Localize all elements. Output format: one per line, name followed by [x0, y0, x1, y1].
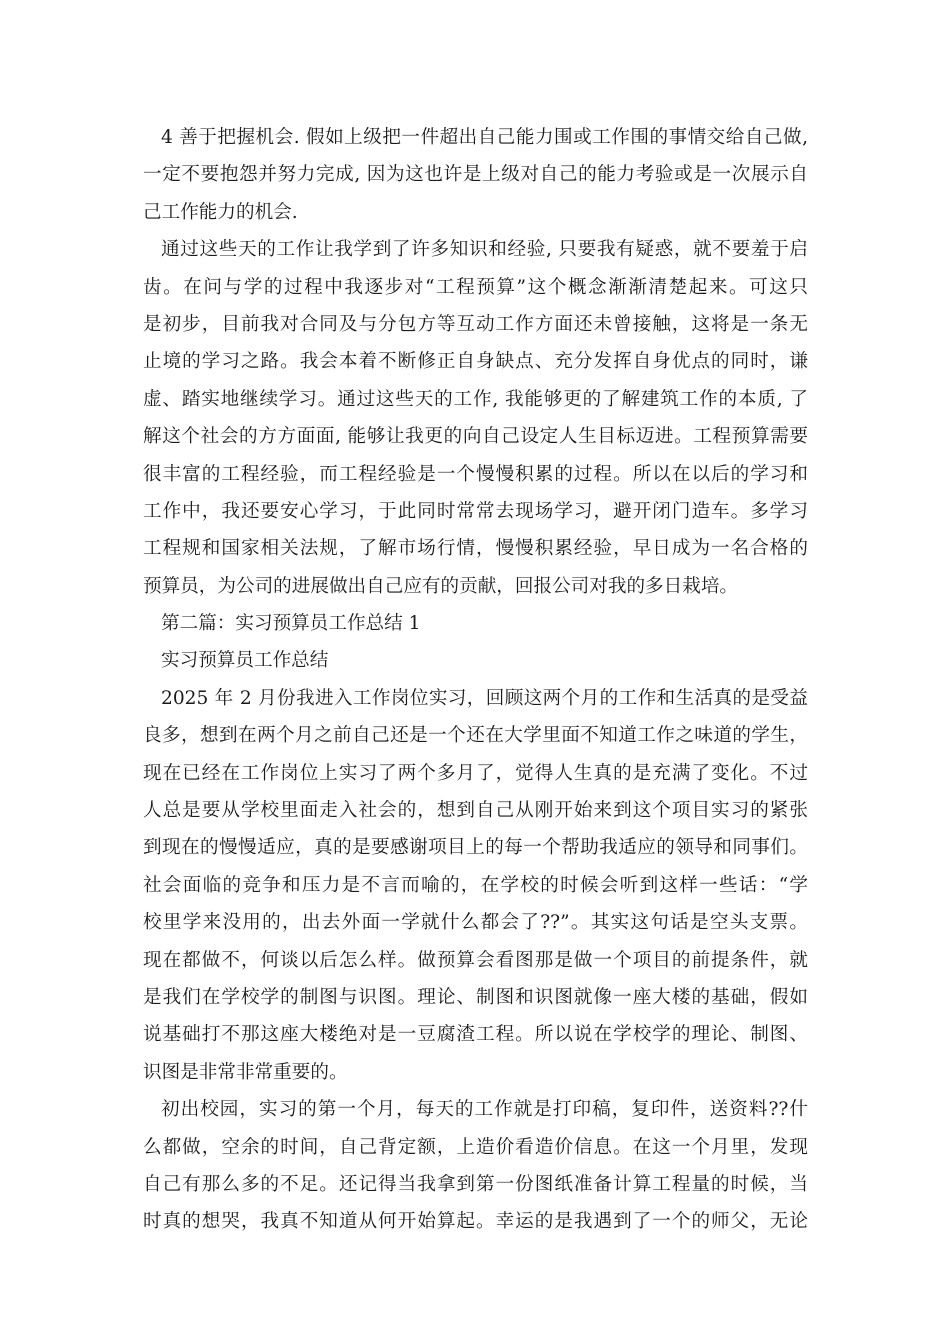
text-line: 第二篇：实习预算员工作总结 1	[161, 613, 421, 635]
paragraph	[143, 680, 808, 1091]
text-line: 时真的想哭，我真不知道从何开始算起。幸运的是我遇到了一个的师父，无论	[143, 1211, 808, 1233]
text-line: 止境的学习之路。我会本着不断修正自身缺点、充分发挥自身优点的同时，谦	[143, 351, 808, 373]
text-line: 现在已经在工作岗位上实习了两个多月了，觉得人生真的是充满了变化。不过	[143, 762, 808, 784]
text-line: 预算员，为公司的进展做出自己应有的贡献，回报公司对我的多日栽培。	[143, 575, 739, 597]
text-line: 通过这些天的工作让我学到了许多知识和经验, 只要我有疑惑，就不要羞于启	[161, 239, 808, 261]
text-line: 现在都做不，何谈以后怎么样。做预算会看图那是做一个项目的前提条件，就	[143, 949, 808, 971]
text-line: 实习预算员工作总结	[161, 650, 329, 672]
paragraph	[143, 119, 808, 231]
paragraph	[143, 231, 808, 605]
text-line: 校里学来没用的，出去外面一学就什么都会了??”。其实这句话是空头支票。	[143, 912, 808, 934]
section-subtitle	[143, 642, 808, 679]
text-line: 是我们在学校学的制图与识图。理论、制图和识图就像一座大楼的基础，假如	[143, 986, 808, 1008]
text-line: 己工作能力的机会.	[143, 201, 298, 223]
text-line: 工程规和国家相关法规，了解市场行情，慢慢积累经验，早日成为一名合格的	[143, 538, 808, 560]
text-line: 很丰富的工程经验，而工程经验是一个慢慢积累的过程。所以在以后的学习和	[143, 463, 808, 485]
text-line: 是初步，目前我对合同及与分包方等互动工作方面还未曾接触，这将是一条无	[143, 313, 808, 335]
text-line: 人总是要从学校里面走入社会的，想到自己从刚开始来到这个项目实习的紧张	[143, 800, 808, 822]
section-heading	[143, 605, 808, 642]
text-line: 良多，想到在两个月之前自己还是一个还在大学里面不知道工作之味道的学生，	[143, 725, 808, 747]
document-body	[143, 119, 808, 1241]
paragraph	[143, 1091, 808, 1241]
text-line: 自己有那么多的不足。还记得当我拿到第一份图纸准备计算工程量的时候，当	[143, 1173, 808, 1195]
text-line: 4 善于把握机会. 假如上级把一件超出自己能力围或工作围的事情交给自己做,	[161, 127, 808, 148]
text-line: 一定不要抱怨并努力完成, 因为这也许是上级对自己的能力考验或是一次展示自	[143, 164, 808, 186]
text-line: 识图是非常非常重要的。	[143, 1061, 348, 1083]
text-line: 解这个社会的方方面面, 能够让我更的向自己设定人生目标迈进。工程预算需要	[143, 426, 808, 448]
text-line: 工作中，我还要安心学习，于此同时常常去现场学习，避开闭门造车。多学习	[143, 500, 808, 522]
text-line: 说基础打不那这座大楼绝对是一豆腐渣工程。所以说在学校学的理论、制图、	[143, 1024, 808, 1046]
text-line: 初出校园，实习的第一个月，每天的工作就是打印稿，复印件，送资料??什	[161, 1099, 808, 1121]
text-line: 社会面临的竞争和压力是不言而喻的，在学校的时候会听到这样一些话：“学	[143, 874, 808, 896]
text-line: 到现在的慢慢适应，真的是要感谢项目上的每一个帮助我适应的领导和同事们。	[143, 837, 808, 859]
text-line: 虚、踏实地继续学习。通过这些天的工作, 我能够更的了解建筑工作的本质, 了	[143, 388, 808, 410]
text-line: 么都做，空余的时间，自己背定额，上造价看造价信息。在这一个月里，发现	[143, 1136, 808, 1158]
text-line: 2025 年 2 月份我进入工作岗位实习，回顾这两个月的工作和生活真的是受益	[161, 687, 808, 709]
text-line: 齿。在问与学的过程中我逐步对“工程预算”这个概念渐渐清楚起来。可这只	[143, 276, 808, 298]
